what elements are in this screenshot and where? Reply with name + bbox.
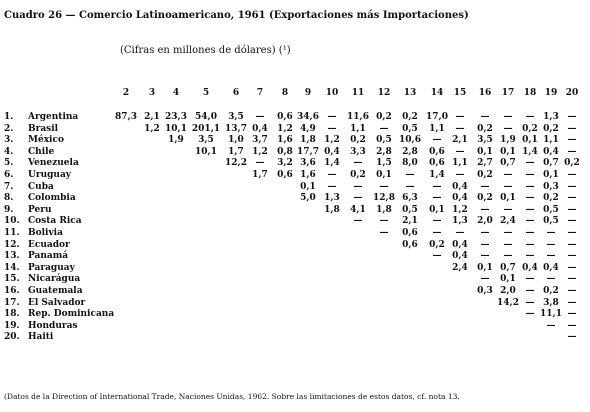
table-cell: 1,6 xyxy=(277,135,293,146)
country-name: Ecuador xyxy=(28,239,70,250)
table-cell: 2,7 xyxy=(477,158,493,169)
table-cell: 11,1 xyxy=(540,309,562,320)
table-cell: 0,7 xyxy=(500,158,516,169)
row-number: 20. xyxy=(4,332,20,343)
country-name: El Salvador xyxy=(28,297,86,308)
table-cell: 0,2 xyxy=(350,170,366,180)
row-number: 15. xyxy=(4,274,20,285)
table-cell: 0,2 xyxy=(350,135,366,146)
table-cell: 0,7 xyxy=(543,158,559,169)
table-cell: 1,1 xyxy=(452,158,468,169)
table-cell: — xyxy=(567,332,577,343)
country-name: Bolivia xyxy=(28,228,63,238)
table-cell: 1,4 xyxy=(429,170,445,180)
column-header: 3 xyxy=(148,88,156,98)
row-label xyxy=(4,263,75,273)
country-name: Argentina xyxy=(28,112,79,122)
table-cell: 1,6 xyxy=(300,170,316,180)
table-cell: — xyxy=(455,123,465,134)
table-cell: — xyxy=(255,112,265,122)
table-cell: 0,6 xyxy=(277,170,293,180)
table-cell: 0,5 xyxy=(402,123,418,134)
row-number: 7. xyxy=(4,181,14,192)
table-cell: — xyxy=(525,239,535,250)
table-cell: 5,0 xyxy=(300,193,316,204)
table-cell: 1,3 xyxy=(324,193,340,204)
table-cell: 8,0 xyxy=(402,158,418,169)
table-cell: 0,2 xyxy=(522,123,538,134)
table-cell: — xyxy=(567,204,577,215)
table-cell: — xyxy=(432,251,442,262)
row-label xyxy=(4,321,78,331)
table-cell: — xyxy=(546,251,556,262)
column-header: 5 xyxy=(202,88,210,98)
table-cell: — xyxy=(525,274,535,285)
column-header: 15 xyxy=(453,88,467,98)
row-label xyxy=(4,124,58,134)
table-cell: — xyxy=(455,170,465,180)
table-cell: 12,8 xyxy=(373,193,395,204)
table-cell: 1,8 xyxy=(300,135,316,146)
table-cell: — xyxy=(525,251,535,262)
column-header: 10 xyxy=(325,88,339,98)
table-cell: — xyxy=(567,262,577,273)
table-cell: 0,1 xyxy=(477,262,493,273)
country-name: Uruguay xyxy=(28,170,72,180)
column-header: 8 xyxy=(281,88,289,98)
table-cell: 1,8 xyxy=(324,204,340,215)
table-cell: 0,2 xyxy=(477,193,493,204)
table-cell: — xyxy=(480,274,490,285)
table-cell: — xyxy=(405,170,415,180)
table-cell: — xyxy=(455,228,465,238)
table-cell: — xyxy=(567,239,577,250)
table-cell: — xyxy=(503,123,513,134)
row-number: 6. xyxy=(4,170,14,180)
table-cell: 0,6 xyxy=(402,239,418,250)
table-cell: — xyxy=(432,216,442,227)
country-name: Guatemala xyxy=(28,286,83,296)
table-cell: 201,1 xyxy=(191,123,221,134)
table-cell: 0,5 xyxy=(402,204,418,215)
table-cell: 0,2 xyxy=(543,193,559,204)
table-cell: 0,2 xyxy=(543,286,559,296)
table-cell: 0,3 xyxy=(543,181,559,192)
row-number: 9. xyxy=(4,204,14,215)
row-number: 12. xyxy=(4,239,20,250)
table-cell: 0,4 xyxy=(452,239,468,250)
table-cell: 1,2 xyxy=(277,123,293,134)
table-cell: 2,8 xyxy=(402,146,418,157)
table-cell: 1,5 xyxy=(376,158,392,169)
table-cell: 1,1 xyxy=(429,123,445,134)
table-cell: — xyxy=(455,146,465,157)
row-number: 5. xyxy=(4,158,14,169)
table-cell: 0,6 xyxy=(402,228,418,238)
row-number: 17. xyxy=(4,297,20,308)
table-cell: — xyxy=(567,170,577,180)
table-cell: 2,1 xyxy=(452,135,468,146)
table-cell: 1,9 xyxy=(168,135,184,146)
row-number: 11. xyxy=(4,228,20,238)
table-cell: — xyxy=(455,112,465,122)
country-name: Costa Rica xyxy=(28,216,82,227)
table-cell: 0,6 xyxy=(277,112,293,122)
column-header: 7 xyxy=(256,88,264,98)
table-cell: — xyxy=(255,158,265,169)
table-cell: 17,0 xyxy=(426,112,448,122)
table-cell: — xyxy=(379,123,389,134)
table-cell: — xyxy=(503,170,513,180)
table-cell: 0,4 xyxy=(452,251,468,262)
table-cell: — xyxy=(432,135,442,146)
row-label xyxy=(4,274,80,284)
country-name: Venezuela xyxy=(28,158,79,169)
table-cell: 0,2 xyxy=(376,112,392,122)
table-cell: 11,6 xyxy=(347,112,369,122)
table-cell: 1,8 xyxy=(376,204,392,215)
table-cell: 2,1 xyxy=(402,216,418,227)
table-cell: — xyxy=(327,170,337,180)
table-cell: — xyxy=(525,112,535,122)
table-cell: 1,1 xyxy=(350,123,366,134)
table-cell: — xyxy=(503,251,513,262)
table-cell: — xyxy=(567,123,577,134)
row-label xyxy=(4,193,76,203)
column-header: 20 xyxy=(565,88,579,98)
row-number: 18. xyxy=(4,309,20,320)
row-label xyxy=(4,170,71,180)
table-cell: — xyxy=(379,181,389,192)
table-cell: — xyxy=(480,251,490,262)
table-cell: — xyxy=(480,228,490,238)
table-cell: — xyxy=(567,251,577,262)
country-name: Colombia xyxy=(28,193,76,204)
footnote: (Datos de la Direction of International Trade, Naciones Unidas, 1962. Sobre las limitaciones de estos datos, cf. nota 13. xyxy=(4,392,460,401)
table-cell: 0,2 xyxy=(564,158,580,169)
table-cell: 0,8 xyxy=(277,146,293,157)
table-cell: 0,2 xyxy=(543,123,559,134)
column-header: 19 xyxy=(544,88,558,98)
table-cell: — xyxy=(432,181,442,192)
row-number: 4. xyxy=(4,146,14,157)
table-cell: 0,1 xyxy=(543,170,559,180)
table-cell: 1,2 xyxy=(452,204,468,215)
country-name: Panamá xyxy=(28,251,69,262)
table-cell: — xyxy=(567,309,577,320)
row-label xyxy=(4,240,70,250)
table-cell: 3,7 xyxy=(252,135,268,146)
country-name: Peru xyxy=(28,204,52,215)
row-number: 13. xyxy=(4,251,20,262)
table-cell: 0,2 xyxy=(429,239,445,250)
column-header: 13 xyxy=(403,88,417,98)
row-number: 10. xyxy=(4,216,20,227)
table-subtitle: (Cifras en millones de dólares) (¹) xyxy=(120,45,291,56)
table-cell: 2,0 xyxy=(500,286,516,296)
table-cell: 0,4 xyxy=(543,262,559,273)
table-cell: — xyxy=(432,193,442,204)
table-cell: 0,4 xyxy=(522,262,538,273)
country-name: Nicarágua xyxy=(28,274,81,285)
table-cell: 1,2 xyxy=(144,123,160,134)
table-cell: — xyxy=(432,228,442,238)
table-cell: — xyxy=(567,146,577,157)
row-number: 3. xyxy=(4,135,14,146)
table-cell: 0,1 xyxy=(500,274,516,285)
table-cell: — xyxy=(327,181,337,192)
table-cell: 87,3 xyxy=(115,112,137,122)
table-cell: 17,7 xyxy=(297,146,319,157)
table-cell: 0,1 xyxy=(300,181,316,192)
table-cell: — xyxy=(353,158,363,169)
table-title: Cuadro 26 — Comercio Latinoamericano, 1961 (Exportaciones más Importaciones) xyxy=(4,10,469,21)
table-cell: 3,5 xyxy=(198,135,214,146)
table-cell: — xyxy=(503,181,513,192)
table-cell: 0,5 xyxy=(376,135,392,146)
row-label xyxy=(4,332,53,342)
row-label xyxy=(4,147,54,157)
table-cell: 1,0 xyxy=(228,135,244,146)
row-label xyxy=(4,158,79,168)
row-label xyxy=(4,182,54,192)
table-cell: 0,3 xyxy=(477,286,493,296)
table-cell: — xyxy=(567,135,577,146)
table-cell: 13,7 xyxy=(225,123,247,134)
table-cell: 2,1 xyxy=(144,112,160,122)
row-number: 2. xyxy=(4,123,14,134)
row-label xyxy=(4,286,83,296)
country-name: Cuba xyxy=(28,181,54,192)
table-cell: 2,8 xyxy=(376,146,392,157)
table-cell: 10,1 xyxy=(195,146,217,157)
table-cell: 1,7 xyxy=(228,146,244,157)
country-name: Paraguay xyxy=(28,262,75,273)
row-label xyxy=(4,205,52,215)
table-cell: — xyxy=(503,228,513,238)
column-header: 12 xyxy=(377,88,391,98)
table-cell: 1,1 xyxy=(543,135,559,146)
table-cell: — xyxy=(567,216,577,227)
table-cell: 3,6 xyxy=(300,158,316,169)
table-cell: 1,2 xyxy=(324,135,340,146)
table-cell: 0,6 xyxy=(429,158,445,169)
table-cell: 10,6 xyxy=(399,135,421,146)
table-cell: 2,0 xyxy=(477,216,493,227)
table-cell: — xyxy=(353,193,363,204)
table-cell: 0,4 xyxy=(324,146,340,157)
country-name: Brasil xyxy=(28,123,59,134)
table-cell: — xyxy=(327,123,337,134)
table-cell: — xyxy=(480,239,490,250)
table-cell: — xyxy=(567,274,577,285)
table-cell: 0,2 xyxy=(402,112,418,122)
table-cell: 0,1 xyxy=(376,170,392,180)
table-cell: 2,4 xyxy=(500,216,516,227)
column-header: 6 xyxy=(232,88,240,98)
country-name: Rep. Dominicana xyxy=(28,309,115,320)
table-cell: 1,3 xyxy=(452,216,468,227)
table-cell: — xyxy=(525,228,535,238)
table-cell: 1,7 xyxy=(252,170,268,180)
row-label xyxy=(4,251,68,261)
table-cell: 1,9 xyxy=(500,135,516,146)
column-header: 9 xyxy=(304,88,312,98)
table-cell: 0,2 xyxy=(477,123,493,134)
table-cell: — xyxy=(546,274,556,285)
table-cell: — xyxy=(567,193,577,204)
table-cell: — xyxy=(567,181,577,192)
table-cell: — xyxy=(525,181,535,192)
row-number: 1. xyxy=(4,112,14,122)
table-cell: — xyxy=(353,216,363,227)
table-cell: — xyxy=(480,204,490,215)
column-header: 16 xyxy=(478,88,492,98)
row-label xyxy=(4,135,64,145)
column-header: 2 xyxy=(122,88,130,98)
row-label xyxy=(4,309,114,319)
table-cell: 0,2 xyxy=(477,170,493,180)
table-cell: 3,2 xyxy=(277,158,293,169)
table-cell: 3,5 xyxy=(477,135,493,146)
row-label xyxy=(4,216,82,226)
table-cell: 2,4 xyxy=(452,262,468,273)
table-cell: 10,1 xyxy=(165,123,187,134)
table-cell: — xyxy=(503,204,513,215)
table-cell: 0,4 xyxy=(452,193,468,204)
table-cell: 14,2 xyxy=(497,297,519,308)
column-header: 17 xyxy=(501,88,515,98)
country-name: México xyxy=(28,135,64,146)
table-cell: — xyxy=(525,297,535,308)
row-label xyxy=(4,112,78,122)
table-cell: — xyxy=(525,158,535,169)
table-cell: — xyxy=(567,228,577,238)
table-cell: 4,9 xyxy=(300,123,316,134)
table-cell: 23,3 xyxy=(165,112,187,122)
table-cell: — xyxy=(567,112,577,122)
row-label xyxy=(4,298,85,308)
table-cell: — xyxy=(327,112,337,122)
table-cell: 12,2 xyxy=(225,158,247,169)
country-name: Chile xyxy=(28,146,55,157)
table-cell: 1,4 xyxy=(324,158,340,169)
table-cell: — xyxy=(546,320,556,331)
table-cell: — xyxy=(405,181,415,192)
table-cell: 0,4 xyxy=(543,146,559,157)
table-cell: 6,3 xyxy=(402,193,418,204)
table-cell: — xyxy=(480,112,490,122)
table-cell: 1,2 xyxy=(252,146,268,157)
country-name: Honduras xyxy=(28,320,78,331)
table-cell: 0,1 xyxy=(500,193,516,204)
table-cell: — xyxy=(353,181,363,192)
row-number: 14. xyxy=(4,262,20,273)
table-cell: 4,1 xyxy=(350,204,366,215)
table-cell: — xyxy=(567,320,577,331)
column-header: 4 xyxy=(172,88,180,98)
row-number: 19. xyxy=(4,320,20,331)
country-name: Haiti xyxy=(28,332,54,343)
table-cell: 0,6 xyxy=(429,146,445,157)
table-cell: — xyxy=(379,228,389,238)
table-cell: — xyxy=(525,204,535,215)
table-cell: 54,0 xyxy=(195,112,217,122)
table-cell: — xyxy=(525,286,535,296)
table-cell: — xyxy=(525,193,535,204)
table-cell: 3,3 xyxy=(350,146,366,157)
table-cell: 0,4 xyxy=(452,181,468,192)
row-number: 8. xyxy=(4,193,14,204)
column-header: 18 xyxy=(523,88,537,98)
table-cell: 0,1 xyxy=(429,204,445,215)
table-cell: 1,4 xyxy=(522,146,538,157)
column-header: 11 xyxy=(351,88,365,98)
table-cell: — xyxy=(379,216,389,227)
table-cell: 0,4 xyxy=(252,123,268,134)
table-cell: — xyxy=(567,286,577,296)
row-label xyxy=(4,228,63,238)
table-cell: — xyxy=(546,228,556,238)
table-cell: 3,5 xyxy=(228,112,244,122)
table-cell: — xyxy=(525,309,535,320)
table-cell: 0,1 xyxy=(522,135,538,146)
table-cell: 0,1 xyxy=(500,146,516,157)
table-cell: — xyxy=(567,297,577,308)
table-cell: — xyxy=(546,239,556,250)
table-cell: 3,8 xyxy=(543,297,559,308)
table-cell: 0,1 xyxy=(477,146,493,157)
column-header: 14 xyxy=(430,88,444,98)
table-cell: — xyxy=(480,181,490,192)
table-cell: — xyxy=(525,216,535,227)
table-cell: 34,6 xyxy=(297,112,319,122)
table-cell: — xyxy=(525,170,535,180)
row-number: 16. xyxy=(4,286,20,296)
table-cell: 0,7 xyxy=(500,262,516,273)
table-cell: — xyxy=(503,112,513,122)
table-cell: 0,5 xyxy=(543,216,559,227)
table-cell: — xyxy=(503,239,513,250)
table-cell: 1,3 xyxy=(543,112,559,122)
table-cell: 0,5 xyxy=(543,204,559,215)
